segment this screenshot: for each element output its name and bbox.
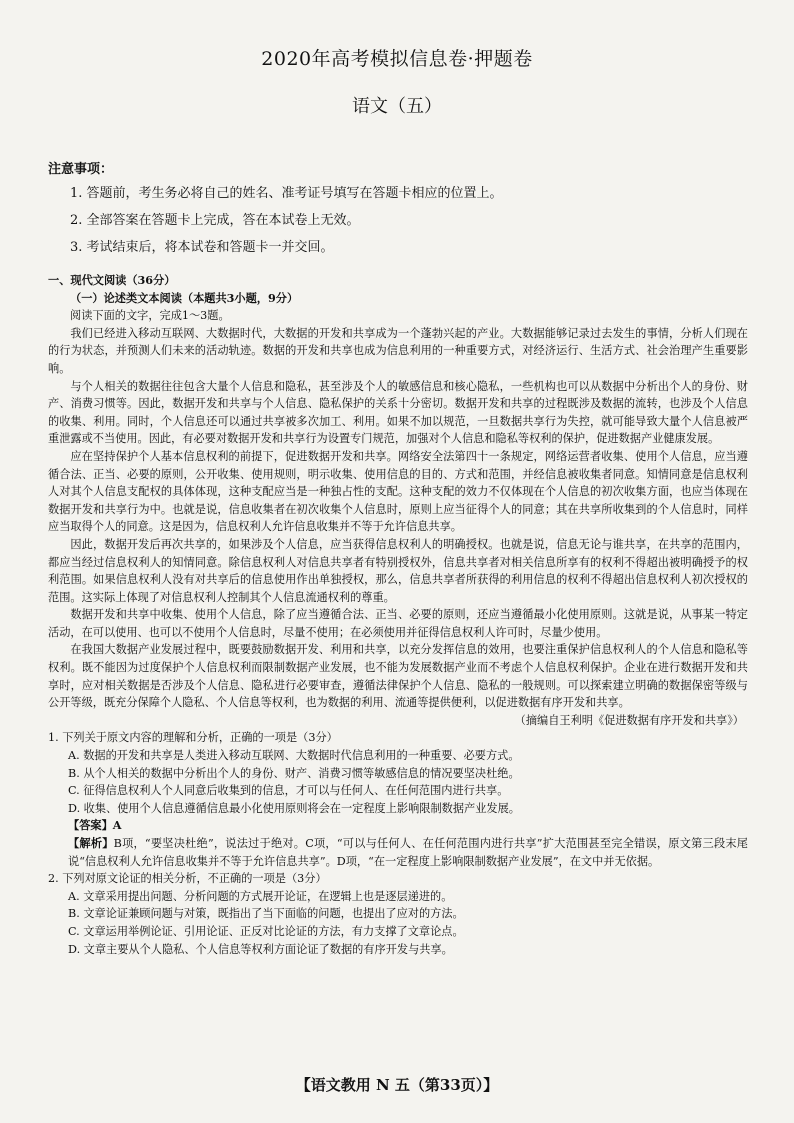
question-stem: 1. 下列关于原文内容的理解和分析，正确的一项是（3分） <box>48 731 338 745</box>
passage-paragraph: 应在坚持保护个人基本信息权利的前提下，促进数据开发和共享。网络安全法第四十一条规定，网络运营者收集、使用个人信息，应当遵循合法、正当、必要的原则，公开收集、使用规则，明示收集、使用信息的目的、方式和范围，并经信息被收集者同意。知情同意是信息权利人对其个人信息支配权的具体体现，这种支配应当是一种独占性的支配。这种支配的效力不仅体现在个人信息的初次收集方面，也应当体现在数据开发和共享行为中。也就是说，信息收集者在初次收集个人信息时，原则上应当征得个人的同意；其在共享所收集到的个人信息时，同样应当取得个人的同意。这是因为，信息权利人允许信息收集并不等于允许信息共享。 <box>48 449 748 534</box>
passage-paragraph: 因此，数据开发后再次共享的，如果涉及个人信息，应当获得信息权利人的明确授权。也就是说，信息无论与谁共享，在共享的范围内，都应当经过信息权利人的知情同意。除信息权利人对信息共享者有特别授权外，信息共享者对相关信息所享有的权利不得超出被明确授予的权利范围。如果信息权利人没有对共享后的信息使用作出单独授权，那么，信息共享者所获得的利用信息的权利不得超出信息权利人初次授权的范围。这实际上体现了对信息权利人控制其个人信息流通权利的尊重。 <box>48 537 748 604</box>
question-option: B. 从个人相关的数据中分析出个人的身份、财产、消费习惯等敏感信息的情况要坚决杜绝。 <box>68 766 520 780</box>
exam-title: 2020年高考模拟信息卷·押题卷 <box>261 48 533 70</box>
question-option: C. 征得信息权利人个人同意后收集到的信息，才可以与任何人、在任何范围内进行共享。 <box>68 784 509 798</box>
notice-item: 2. 全部答案在答题卡上完成，答在本试卷上无效。 <box>70 213 360 228</box>
passage-paragraph: 我们已经进入移动互联网、大数据时代，大数据的开发和共享成为一个蓬勃兴起的产业。大数据能够记录过去发生的事情，分析人们现在的行为状态，并预测人们未来的活动轨迹。数据的开发和共享也成为信息利用的一种重要方式，对经济运行、生活方式、社会治理产生重要影响。 <box>48 326 748 375</box>
passage-paragraph: 在我国大数据产业发展过程中，既要鼓励数据开发、利用和共享，以充分发挥信息的效用，也要注重保护信息权利人的个人信息和隐私等权利。既不能因为过度保护个人信息权利而限制数据产业发展，也不能为发展数据产业而不考虑个人信息权利保护。企业在进行数据开发和共享时，应对相关数据是否涉及个人信息、隐私进行必要审查，遵循法律保护个人信息、隐私的一般规则。可以探索建立明确的数据保密等级与公开等级，既充分保障个人隐私、个人信息等权利，也为数据的利用、流通等提供便利，以促进数据有序开发和共享。 <box>48 643 748 710</box>
passage-source: （摘编自王利明《促进数据有序开发和共享》） <box>514 713 744 727</box>
notice-item: 3. 考试结束后，将本试卷和答题卡一并交回。 <box>70 240 334 255</box>
question-option: C. 文章运用举例论证、引用论证、正反对比论证的方法，有力支撑了文章论点。 <box>68 924 464 938</box>
question-stem: 2. 下列对原文论证的相关分析，不正确的一项是（3分） <box>48 872 327 886</box>
notice-item: 1. 答题前，考生务必将自己的姓名、准考证号填写在答题卡相应的位置上。 <box>70 186 503 201</box>
notice-block <box>48 158 748 264</box>
exam-subtitle: 语文（五） <box>352 96 442 117</box>
answer-label: 【答案】A <box>68 818 122 833</box>
page-footer: 【语文教用 N 五（第33页）】 <box>295 1076 499 1094</box>
reading-section <box>48 272 748 958</box>
question-option: A. 数据的开发和共享是人类进入移动互联网、大数据时代信息利用的一种重要、必要方式。 <box>68 749 520 763</box>
passage-paragraph: 与个人相关的数据往往包含大量个人信息和隐私，甚至涉及个人的敏感信息和核心隐私，一些机构也可以从数据中分析出个人的身份、财产、消费习惯等。因此，数据开发和共享与个人信息、隐私保护的关系十分密切。数据开发和共享的过程既涉及数据的流转，也涉及个人信息的收集、利用。同时，个人信息还可以通过共享被多次加工、利用。如果不加以规范，一旦数据共享行为失控，就可能导致大量个人信息被严重泄露或不当使用。因此，有必要对数据开发和共享行为设置专门规范，加强对个人信息和隐私等权利的保护，促进数据产业健康发展。 <box>48 379 748 446</box>
question-option: B. 文章论证兼顾问题与对策，既指出了当下面临的问题，也提出了应对的方法。 <box>68 907 464 921</box>
question-option: D. 文章主要从个人隐私、个人信息等权利方面论证了数据的有序开发与共享。 <box>68 942 453 956</box>
subsection-heading: （一）论述类文本阅读（本题共3小题，9分） <box>70 290 299 305</box>
question-option: D. 收集、使用个人信息遵循信息最小化使用原则将会在一定程度上影响限制数据产业发展。 <box>68 801 520 815</box>
question-option: A. 文章采用提出问题、分析问题的方式展开论证，在逻辑上也是逐层递进的。 <box>68 889 453 903</box>
section-heading: 一、现代文阅读（36分） <box>48 273 176 287</box>
explanation <box>48 835 748 870</box>
instruction: 阅读下面的文字，完成1～3题。 <box>70 309 230 323</box>
explanation-label: 【解析】 <box>68 836 114 850</box>
explanation-text: B项，“要坚决杜绝”，说法过于绝对。C项，“可以与任何人、在任何范围内进行共享”扩大范围甚至完全错误，原文第三段末尾说“信息权利人允许信息收集并不等于允许信息共享”。D项，“在一定程度上影响限制数据产业发展”，在文中并无依据。 <box>68 837 748 868</box>
passage-paragraph: 数据开发和共享中收集、使用个人信息，除了应当遵循合法、正当、必要的原则，还应当遵循最小化使用原则。这就是说，从事某一特定活动，在可以使用、也可以不使用个人信息时，尽量不使用；在必须使用并征得信息权利人许可时，尽量少使用。 <box>48 608 748 639</box>
notice-heading: 注意事项： <box>48 162 114 177</box>
